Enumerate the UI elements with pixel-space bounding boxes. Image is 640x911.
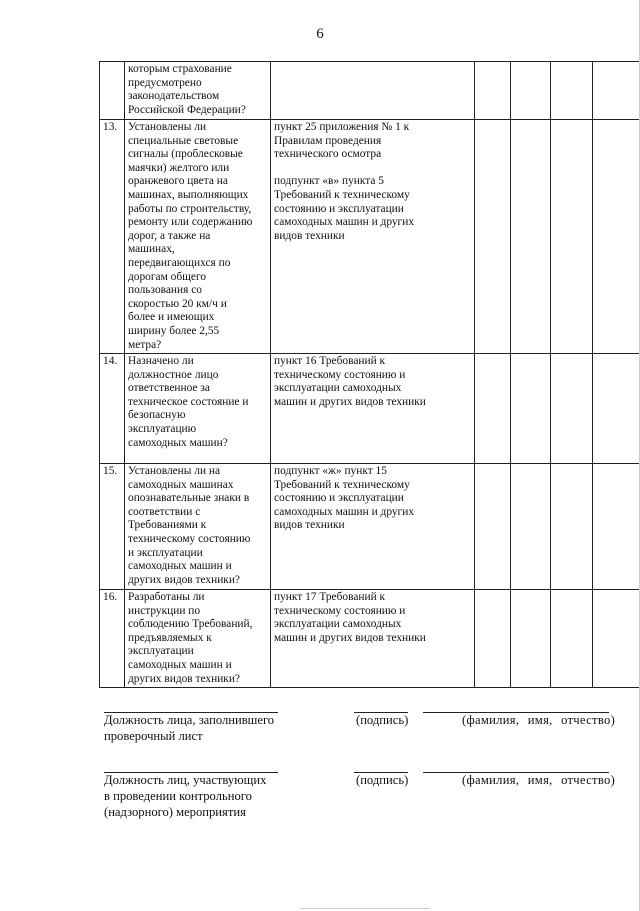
note-cell [593, 354, 640, 464]
reference-cell [271, 62, 475, 120]
answer-na-cell [551, 120, 593, 354]
answer-na-cell [551, 62, 593, 120]
answer-no-cell [511, 120, 551, 354]
question-cell: Назначено ли должностное лицо ответственное за техническое состояние и безопасную эксплуатацию самоходных машин? [125, 354, 271, 464]
answer-na-cell [551, 590, 593, 688]
note-cell [593, 120, 640, 354]
table-row [100, 62, 640, 120]
name-caption: (фамилия, имя, отчество) [462, 773, 616, 787]
note-cell [593, 464, 640, 590]
answer-na-cell [551, 354, 593, 464]
answer-yes-cell [475, 354, 511, 464]
answer-no-cell [511, 354, 551, 464]
note-cell [593, 590, 640, 688]
row-number [100, 62, 125, 120]
signature-caption: (подпись) [356, 773, 409, 787]
reference-cell: подпункт «ж» пункт 15 Требований к техническому состоянию и эксплуатации самоходных машин и других видов техники [271, 464, 475, 590]
table-row [100, 354, 640, 464]
answer-na-cell [551, 464, 593, 590]
scan-edge [300, 908, 430, 909]
question-cell: Установлены ли специальные световые сигналы (проблесковые маячки) желтого или оранжевого цвета на машинах, выполняющих работы по строительству, ремонту или содержанию дорог, а также на машинах, передвигающихся по дорогам общего пользования со скоростью 20 км/ч и более и имеющих ширину более 2,55 метра? [125, 120, 271, 354]
position-label: Должность лиц, участвующих в проведении контрольного (надзорного) мероприятия [104, 773, 267, 819]
answer-no-cell [511, 464, 551, 590]
page-number: 6 [316, 26, 324, 42]
row-number: 16. [100, 590, 125, 688]
answer-no-cell [511, 590, 551, 688]
note-cell [593, 62, 640, 120]
signature-caption: (подпись) [356, 713, 409, 727]
answer-yes-cell [475, 590, 511, 688]
name-caption: (фамилия, имя, отчество) [462, 713, 616, 727]
row-number: 13. [100, 120, 125, 354]
reference-cell: пункт 16 Требований к техническому состоянию и эксплуатации самоходных машин и других видов техники [271, 354, 475, 464]
reference-cell: пункт 25 приложения № 1 к Правилам проведения технического осмотра подпункт «в» пункта 5 Требований к техническому состоянию и эксплуатации самоходных машин и других видов техники [271, 120, 475, 354]
question-cell: Разработаны ли инструкции по соблюдению Требований, предъявляемых к эксплуатации самоходных машин и других видов техники? [125, 590, 271, 688]
table-row [100, 590, 640, 688]
question-cell: которым страхование предусмотрено законодательством Российской Федерации? [125, 62, 271, 120]
position-label: Должность лица, заполнившего проверочный лист [104, 713, 275, 743]
answer-yes-cell [475, 62, 511, 120]
answer-yes-cell [475, 464, 511, 590]
answer-no-cell [511, 62, 551, 120]
row-number: 15. [100, 464, 125, 590]
checklist-table [99, 61, 640, 688]
question-cell: Установлены ли на самоходных машинах опознавательные знаки в соответствии с Требованиями к техническому состоянию и эксплуатации самоходных машин и других видов техники? [125, 464, 271, 590]
reference-cell: пункт 17 Требований к техническому состоянию и эксплуатации самоходных машин и других видов техники [271, 590, 475, 688]
table-row [100, 464, 640, 590]
row-number: 14. [100, 354, 125, 464]
answer-yes-cell [475, 120, 511, 354]
table-row [100, 120, 640, 354]
